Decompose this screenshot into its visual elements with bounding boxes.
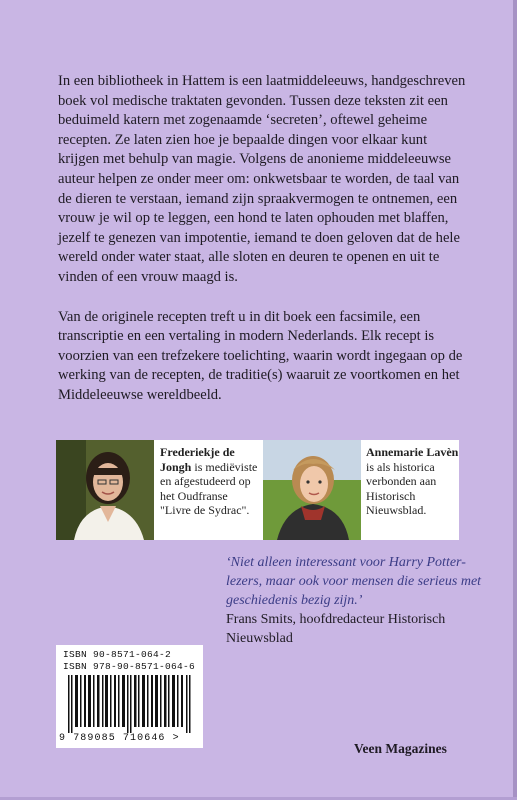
- quote-text: ‘Niet alleen interessant voor Harry Potter-lezers, maar ook voor mensen die serieus met geschiedenis bezig zijn.’: [226, 555, 482, 608]
- publisher-name: Veen Magazines: [354, 741, 447, 756]
- author-info-annemarie: [366, 445, 461, 518]
- blurb-paragraph-2: Van de originele recepten treft u in dit boek een facsimile, een transcriptie en een vertaling in modern Nederlands. Elk recept is voorzien van een trefzekere toelichting, waarin wordt ingegaan op de werking van de recepten, de traditie(s) waaruit ze voortkomen en het Middeleeuwse wereldbeeld.: [58, 308, 463, 403]
- authors-panel: [56, 440, 459, 540]
- cover-edge: [513, 0, 517, 800]
- isbn-13: ISBN 978-90-8571-064-6: [63, 661, 196, 672]
- author-name: Annemarie Lavèn: [366, 445, 459, 459]
- quote-source: Frans Smits, hoofdredacteur Historisch Nieuwsblad: [226, 612, 446, 646]
- author-photo-frederiekje: [56, 440, 154, 540]
- barcode-digits: 9 789085 710646 >: [59, 733, 180, 744]
- review-quote: [226, 553, 486, 648]
- isbn-10: ISBN 90-8571-064-2: [63, 649, 172, 660]
- barcode-bars: [62, 675, 195, 733]
- author-bio: is als historica verbonden aan Historisch Nieuwsblad.: [366, 459, 437, 517]
- barcode-panel: [56, 645, 203, 748]
- author-name: Frederiekje de Jongh: [160, 445, 235, 474]
- blurb-paragraph-1: In een bibliotheek in Hattem is een laatmiddeleeuws, handgeschreven boek vol medische traktaten gevonden. Tussen deze teksten zit een beduimeld katern met zogenaamde ‘secreten’, oftewel geheime recepten. Ze laten zien hoe je bepaalde dingen voor elkaar kunt krijgen met behulp van magie. Volgens de anonieme middeleeuwse auteur helpen ze onder meer om: onkwetsbaar te worden, de taal van de dieren te verstaan, iemand zijn spraakvermogen te ontnemen, een vrouw je wil op te leggen, een hond te laten ophouden met blaffen, jezelf te genezen van impotentie, iemand te doen geloven dat de hele wereld onder water staat, alle sloten en deuren te openen en uit te vinden of een vrouw maagd is.: [58, 73, 466, 285]
- author-bio: is mediëviste en afgestudeerd op het Oudfranse "Livre de Sydrac".: [160, 459, 258, 517]
- author-photo-annemarie: [263, 440, 361, 540]
- blurb-text: [58, 72, 466, 406]
- author-info-frederiekje: [160, 445, 260, 518]
